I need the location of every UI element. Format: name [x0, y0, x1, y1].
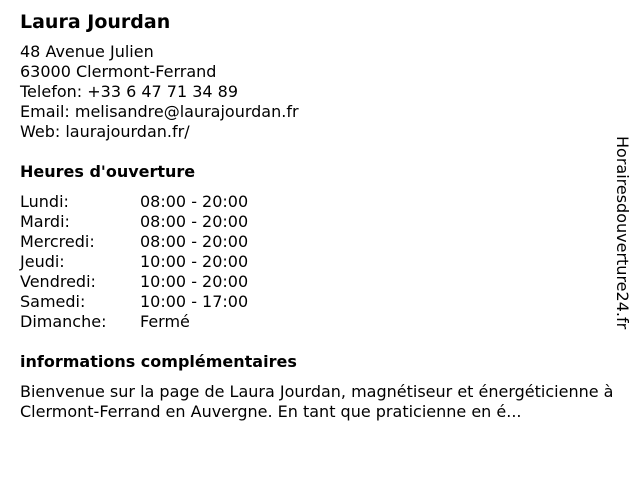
- hours-day: Mardi:: [20, 212, 70, 231]
- additional-info-heading: informations complémentaires: [20, 352, 297, 371]
- hours-row-mardi: [20, 212, 620, 232]
- hours-day: Dimanche:: [20, 312, 107, 331]
- hours-day: Mercredi:: [20, 232, 95, 251]
- hours-time: Fermé: [140, 312, 190, 331]
- hours-day: Jeudi:: [20, 252, 65, 271]
- phone-text: Telefon: +33 6 47 71 34 89: [20, 82, 239, 101]
- hours-row-vendredi: [20, 272, 620, 292]
- email-text: Email: melisandre@laurajourdan.fr: [20, 102, 299, 121]
- hours-day: Vendredi:: [20, 272, 96, 291]
- site-watermark: Horairesdouverture24.fr: [613, 136, 632, 330]
- business-name: Laura Jourdan: [20, 11, 171, 33]
- hours-row-samedi: [20, 292, 620, 312]
- address-city: 63000 Clermont-Ferrand: [20, 62, 217, 81]
- hours-time: 10:00 - 20:00: [140, 272, 249, 291]
- hours-day: Samedi:: [20, 292, 86, 311]
- hours-row-lundi: [20, 192, 620, 212]
- hours-time: 08:00 - 20:00: [140, 232, 249, 251]
- address-street: 48 Avenue Julien: [20, 42, 154, 61]
- website-text: Web: laurajourdan.fr/: [20, 122, 190, 141]
- hours-row-dimanche: [20, 312, 620, 332]
- hours-time: 08:00 - 20:00: [140, 212, 249, 231]
- hours-time: 08:00 - 20:00: [140, 192, 249, 211]
- hours-row-jeudi: [20, 252, 620, 272]
- opening-hours-table: [20, 192, 620, 332]
- hours-time: 10:00 - 17:00: [140, 292, 249, 311]
- description-text: Bienvenue sur la page de Laura Jourdan, magnétiseur et énergéticienne à Clermont-Ferrand en Auvergne. En tant que praticienne en é...: [20, 382, 614, 421]
- hours-day: Lundi:: [20, 192, 69, 211]
- listing-card: [20, 10, 620, 422]
- opening-hours-heading: Heures d'ouverture: [20, 162, 196, 181]
- hours-time: 10:00 - 20:00: [140, 252, 249, 271]
- hours-row-mercredi: [20, 232, 620, 252]
